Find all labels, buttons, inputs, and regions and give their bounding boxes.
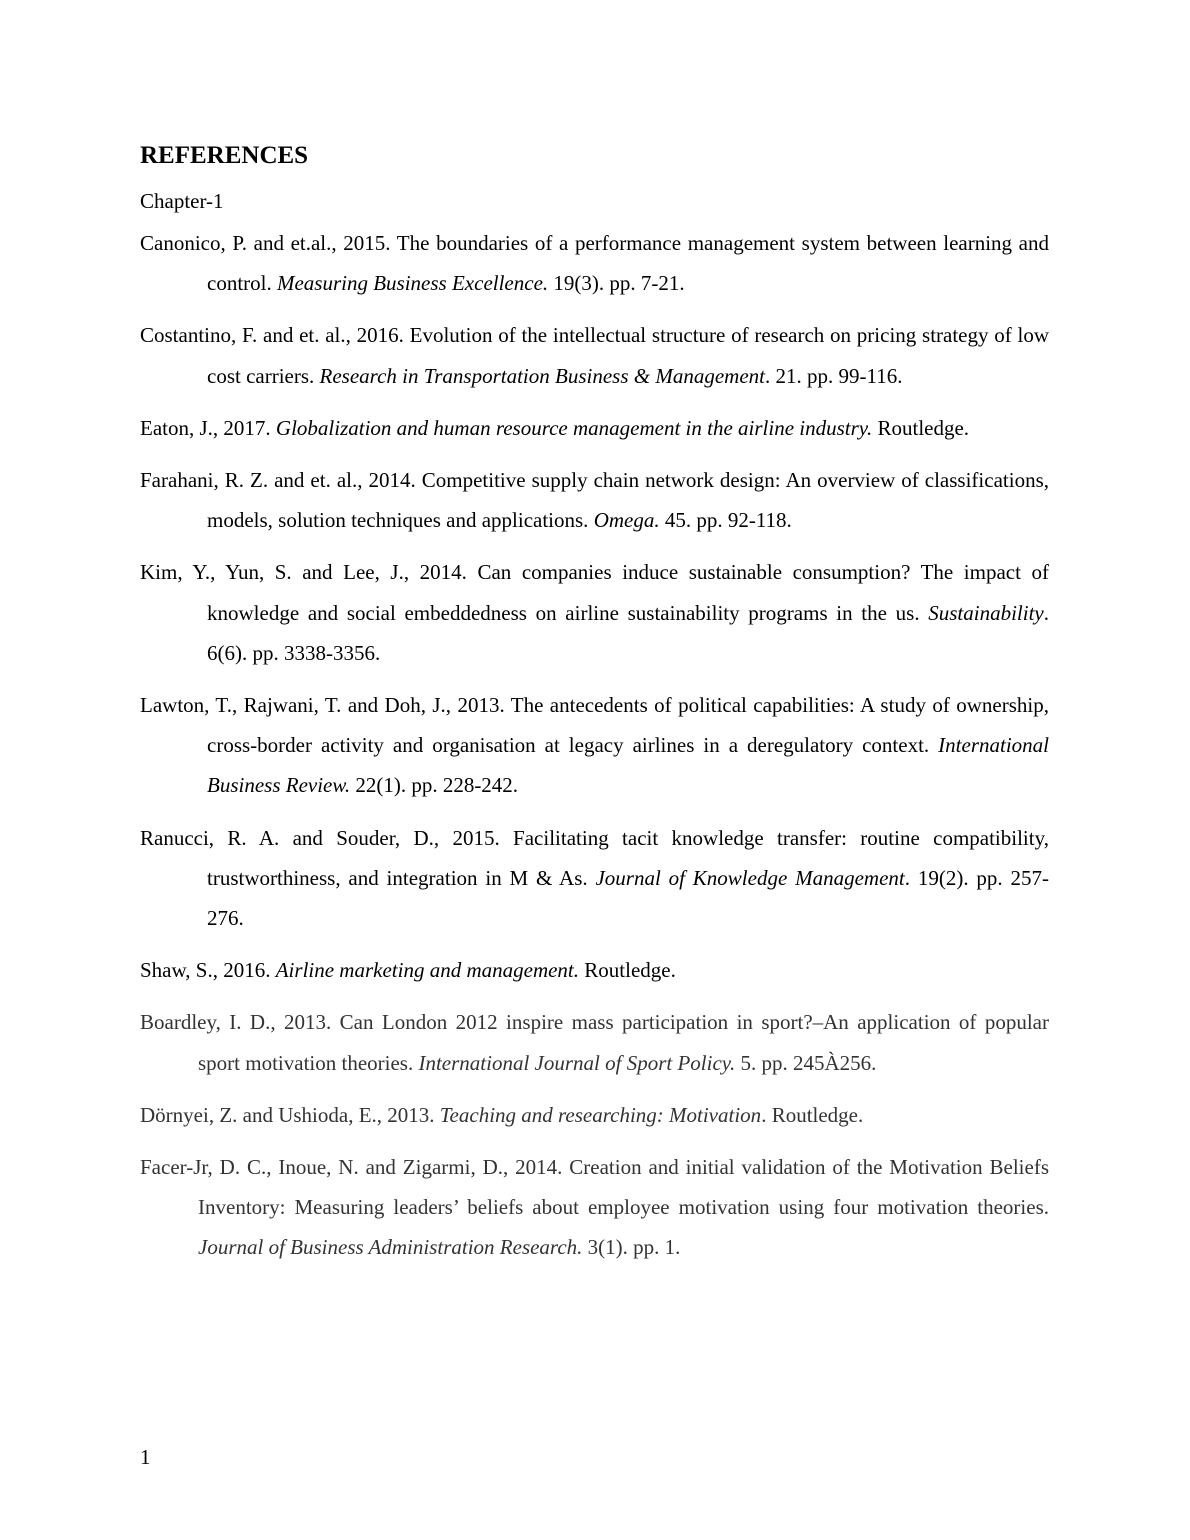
reference-item [140,685,1049,806]
ref-details: 5. pp. 245À256. [735,1050,877,1075]
ref-details: Routledge. [579,958,676,983]
ref-details: 22(1). pp. 228-242. [350,773,519,798]
ref-details: . Routledge. [761,1102,864,1127]
ref-text: Canonico, P. and et.al., 2015. The boundaries of a performance management system between learning and control. [140,231,1049,296]
ref-text: Shaw, S., 2016. [140,958,276,983]
ref-source: International Journal of Sport Policy. [418,1050,736,1075]
ref-details: 45. pp. 92-118. [659,508,792,533]
ref-text: Lawton, T., Rajwani, T. and Doh, J., 2013. The antecedents of political capabilities: A study of ownership, cross-border activity and organisation at legacy airlines in a deregulatory context. [140,693,1049,758]
ref-source: International Business Review. [207,733,1049,798]
ref-details: . 19(2). pp. 257-276. [207,865,1049,931]
reference-item [140,1147,1049,1268]
references-heading: REFERENCES [140,142,309,169]
reference-item [140,818,1049,939]
ref-source: Omega. [593,508,660,533]
ref-source: Journal of Knowledge Management [595,865,905,890]
ref-details: . 6(6). pp. 3338-3356. [207,600,1049,665]
ref-text: Boardley, I. D., 2013. Can London 2012 inspire mass participation in sport?–An application of popular sport motivation theories. [140,1010,1049,1075]
ref-text: Farahani, R. Z. and et. al., 2014. Competitive supply chain network design: An overview of classifications, models, solution techniques and applications. [140,468,1049,533]
ref-source: Airline marketing and management. [275,958,580,983]
reference-item [140,1002,1049,1082]
ref-source: Measuring Business Excellence. [276,271,549,296]
ref-source: Research in Transportation Business & Management [319,363,765,388]
reference-item [140,950,1049,990]
reference-item [140,1095,1049,1135]
chapter-label: Chapter-1 [140,189,224,213]
ref-source: Globalization and human resource management in the airline industry. [275,415,873,440]
ref-details: . 21. pp. 99-116. [764,363,903,388]
page-number: 1 [140,1445,151,1469]
ref-text: Ranucci, R. A. and Souder, D., 2015. Facilitating tacit knowledge transfer: routine compatibility, trustworthiness, and integration in M & As. [140,825,1049,890]
reference-item [140,552,1049,673]
reference-item [140,460,1049,540]
reference-item [140,223,1049,303]
ref-text: Kim, Y., Yun, S. and Lee, J., 2014. Can companies induce sustainable consumption? The impact of knowledge and social embeddedness on airline sustainability programs in the us. [140,560,1049,625]
ref-source: Journal of Business Administration Research. [198,1235,583,1260]
reference-item [140,315,1049,395]
ref-text: Dörnyei, Z. and Ushioda, E., 2013. [140,1102,440,1127]
reference-item [140,408,1049,448]
ref-source: Teaching and researching: Motivation [439,1102,762,1127]
ref-text: Eaton, J., 2017. [140,415,276,440]
ref-details: Routledge. [872,415,970,440]
reference-list [140,223,1049,1280]
ref-text: Facer-Jr, D. C., Inoue, N. and Zigarmi, D., 2014. Creation and initial validation of the Motivation Beliefs Inventory: Measuring leaders’ beliefs about employee motivation using four motivation theories. [140,1155,1049,1220]
ref-details: 19(3). pp. 7-21. [548,271,685,296]
ref-details: 3(1). pp. 1. [582,1235,681,1260]
ref-text: Costantino, F. and et. al., 2016. Evolution of the intellectual structure of research on pricing strategy of low cost carriers. [140,323,1049,388]
ref-source: Sustainability [928,600,1044,625]
